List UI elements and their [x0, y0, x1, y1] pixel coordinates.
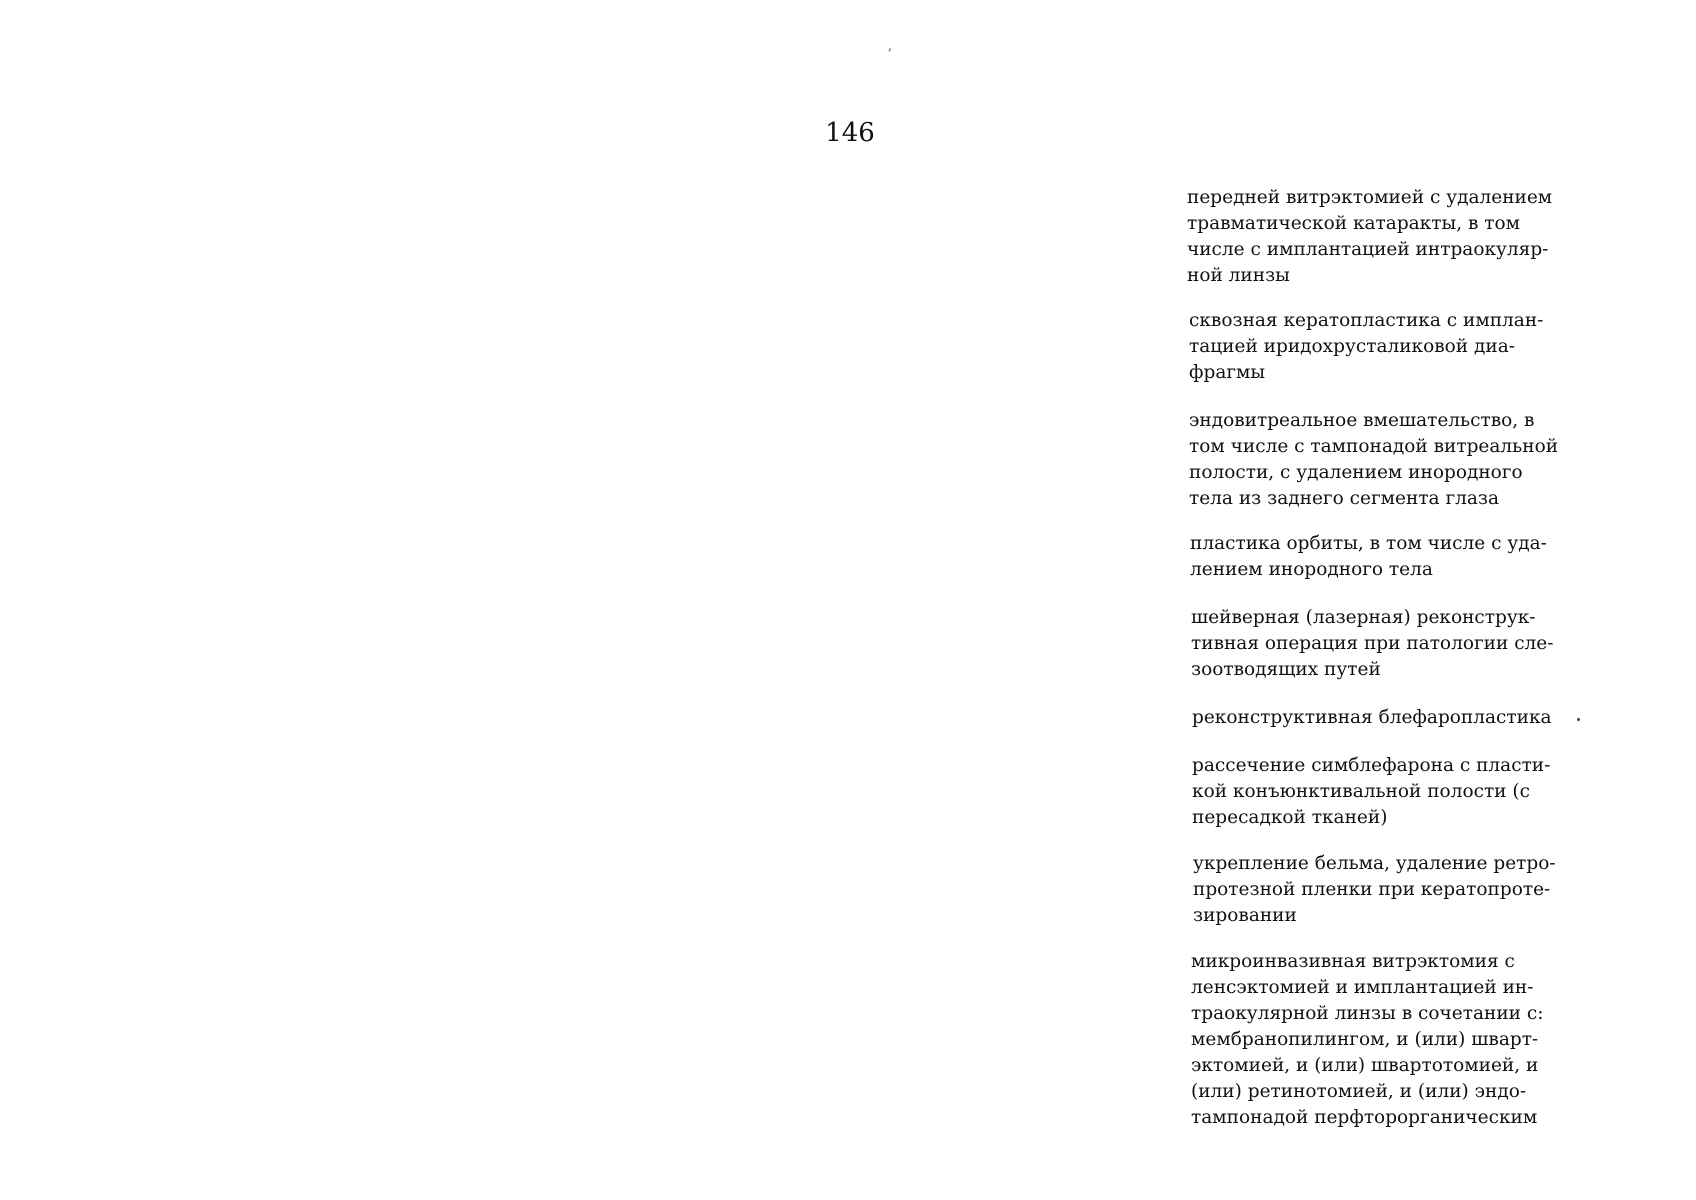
entry-2	[1189, 308, 1543, 386]
entry-7	[1192, 753, 1550, 831]
entry-9-line-1: микроинвазивная витрэктомия с	[1191, 951, 1515, 972]
entry-5	[1191, 605, 1554, 683]
entry-1-line-2: травматической катаракты, в том	[1187, 213, 1521, 234]
entry-3-line-3: полости, с удалением инородного	[1189, 462, 1523, 483]
entry-9-line-7: тампонадой перфторорганическим	[1191, 1107, 1538, 1128]
entry-6-line-1: реконструктивная блефаропластика	[1192, 707, 1552, 728]
entry-5-line-1: шейверная (лазерная) реконструк-	[1191, 607, 1536, 628]
entry-3-line-1: эндовитреальное вмешательство, в	[1189, 410, 1535, 431]
entry-7-line-3: пересадкой тканей)	[1192, 807, 1388, 828]
page-number: 146	[825, 118, 875, 148]
entry-2-line-1: сквозная кератопластика с имплан-	[1189, 310, 1544, 331]
entry-2-line-3: фрагмы	[1189, 362, 1266, 383]
entry-3-line-4: тела из заднего сегмента глаза	[1189, 488, 1500, 509]
entry-3-line-2: том числе с тампонадой витреальной	[1189, 436, 1559, 457]
entry-3	[1189, 408, 1558, 512]
entry-8-line-2: протезной пленки при кератопроте-	[1193, 879, 1551, 900]
entry-9-line-4: мембранопилингом, и (или) шварт-	[1191, 1029, 1539, 1050]
top-mark: ‚	[888, 39, 892, 53]
entry-2-line-2: тацией иридохрусталиковой диа-	[1189, 336, 1516, 357]
entry-9-line-5: эктомией, и (или) швартотомией, и	[1191, 1055, 1539, 1076]
entry-8	[1193, 851, 1556, 929]
entry-1-line-1: передней витрэктомией с удалением	[1187, 187, 1553, 208]
entry-1	[1187, 185, 1552, 289]
entry-5-line-3: зоотводящих путей	[1191, 659, 1381, 680]
entry-8-line-3: зировании	[1193, 905, 1297, 926]
entry-4-line-1: пластика орбиты, в том числе с уда-	[1190, 533, 1547, 554]
entry-9-line-6: (или) ретинотомией, и (или) эндо-	[1191, 1081, 1527, 1102]
entry-1-line-3: числе с имплантацией интраокуляр-	[1187, 239, 1549, 260]
entry-9	[1191, 949, 1543, 1131]
scan-speck	[1577, 718, 1580, 721]
entry-1-line-4: ной линзы	[1187, 265, 1290, 286]
entry-5-line-2: тивная операция при патологии сле-	[1191, 633, 1554, 654]
entry-4	[1190, 531, 1547, 583]
entry-4-line-2: лением инородного тела	[1190, 559, 1433, 580]
entry-9-line-3: траокулярной линзы в сочетании с:	[1191, 1003, 1544, 1024]
entry-8-line-1: укрепление бельма, удаление ретро-	[1193, 853, 1556, 874]
entry-9-line-2: ленсэктомией и имплантацией ин-	[1191, 977, 1534, 998]
entry-6	[1192, 705, 1552, 731]
entry-7-line-2: кой конъюнктивальной полости (с	[1192, 781, 1530, 802]
entry-7-line-1: рассечение симблефарона с пласти-	[1192, 755, 1551, 776]
